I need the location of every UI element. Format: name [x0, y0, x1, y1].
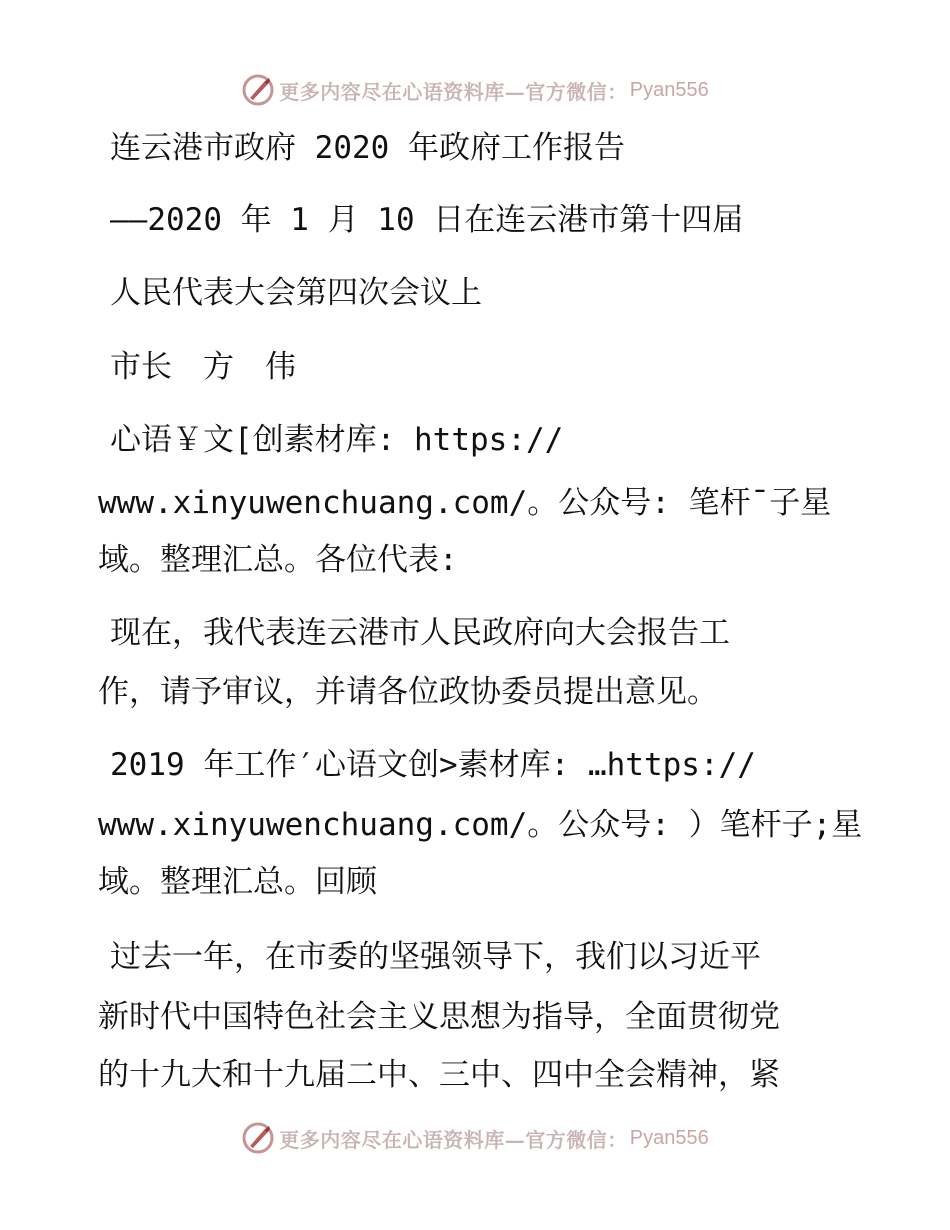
quill-logo-icon	[241, 1121, 275, 1155]
doc-paragraph-line: 心语￥文[创素材库: https://	[110, 422, 564, 458]
watermark-wechat-id: Pyan556	[629, 1126, 709, 1149]
watermark-wechat-id: Pyan556	[629, 78, 709, 101]
doc-paragraph-line: 域。整理汇总。各位代表:	[98, 542, 458, 578]
doc-paragraph-line: 新时代中国特色社会主义思想为指导，全面贯彻党	[98, 999, 780, 1035]
watermark-text: 更多内容尽在心语资料库—官方微信：	[279, 79, 628, 104]
doc-subtitle-line-2: 人民代表大会第四次会议上	[110, 275, 482, 311]
watermark-text: 更多内容尽在心语资料库—官方微信：	[279, 1127, 628, 1152]
doc-paragraph-line: 2019 年工作′心语文创>素材库: …https://	[110, 747, 756, 783]
doc-subtitle-line-1: ——2020 年 1 月 10 日在连云港市第十四届	[110, 202, 744, 238]
doc-paragraph-line: 的十九大和十九届二中、三中、四中全会精神，紧	[98, 1057, 780, 1093]
header-watermark	[0, 70, 950, 110]
doc-paragraph-line: www.xinyuwenchuang.com/。公众号: 笔杆¯子星	[98, 485, 832, 521]
quill-logo-icon	[241, 73, 275, 107]
doc-title: 连云港市政府 2020 年政府工作报告	[110, 130, 625, 166]
doc-author: 市长 方 伟	[110, 349, 296, 385]
doc-paragraph-line: 过去一年，在市委的坚强领导下，我们以习近平	[110, 939, 761, 975]
doc-paragraph-line: 域。整理汇总。回顾	[98, 864, 377, 900]
doc-paragraph-line: 现在，我代表连云港市人民政府向大会报告工	[110, 615, 730, 651]
footer-watermark	[0, 1118, 950, 1158]
doc-paragraph-line: www.xinyuwenchuang.com/。公众号: ）笔杆子;星	[98, 807, 863, 843]
doc-paragraph-line: 作，请予审议，并请各位政协委员提出意见。	[98, 674, 718, 710]
